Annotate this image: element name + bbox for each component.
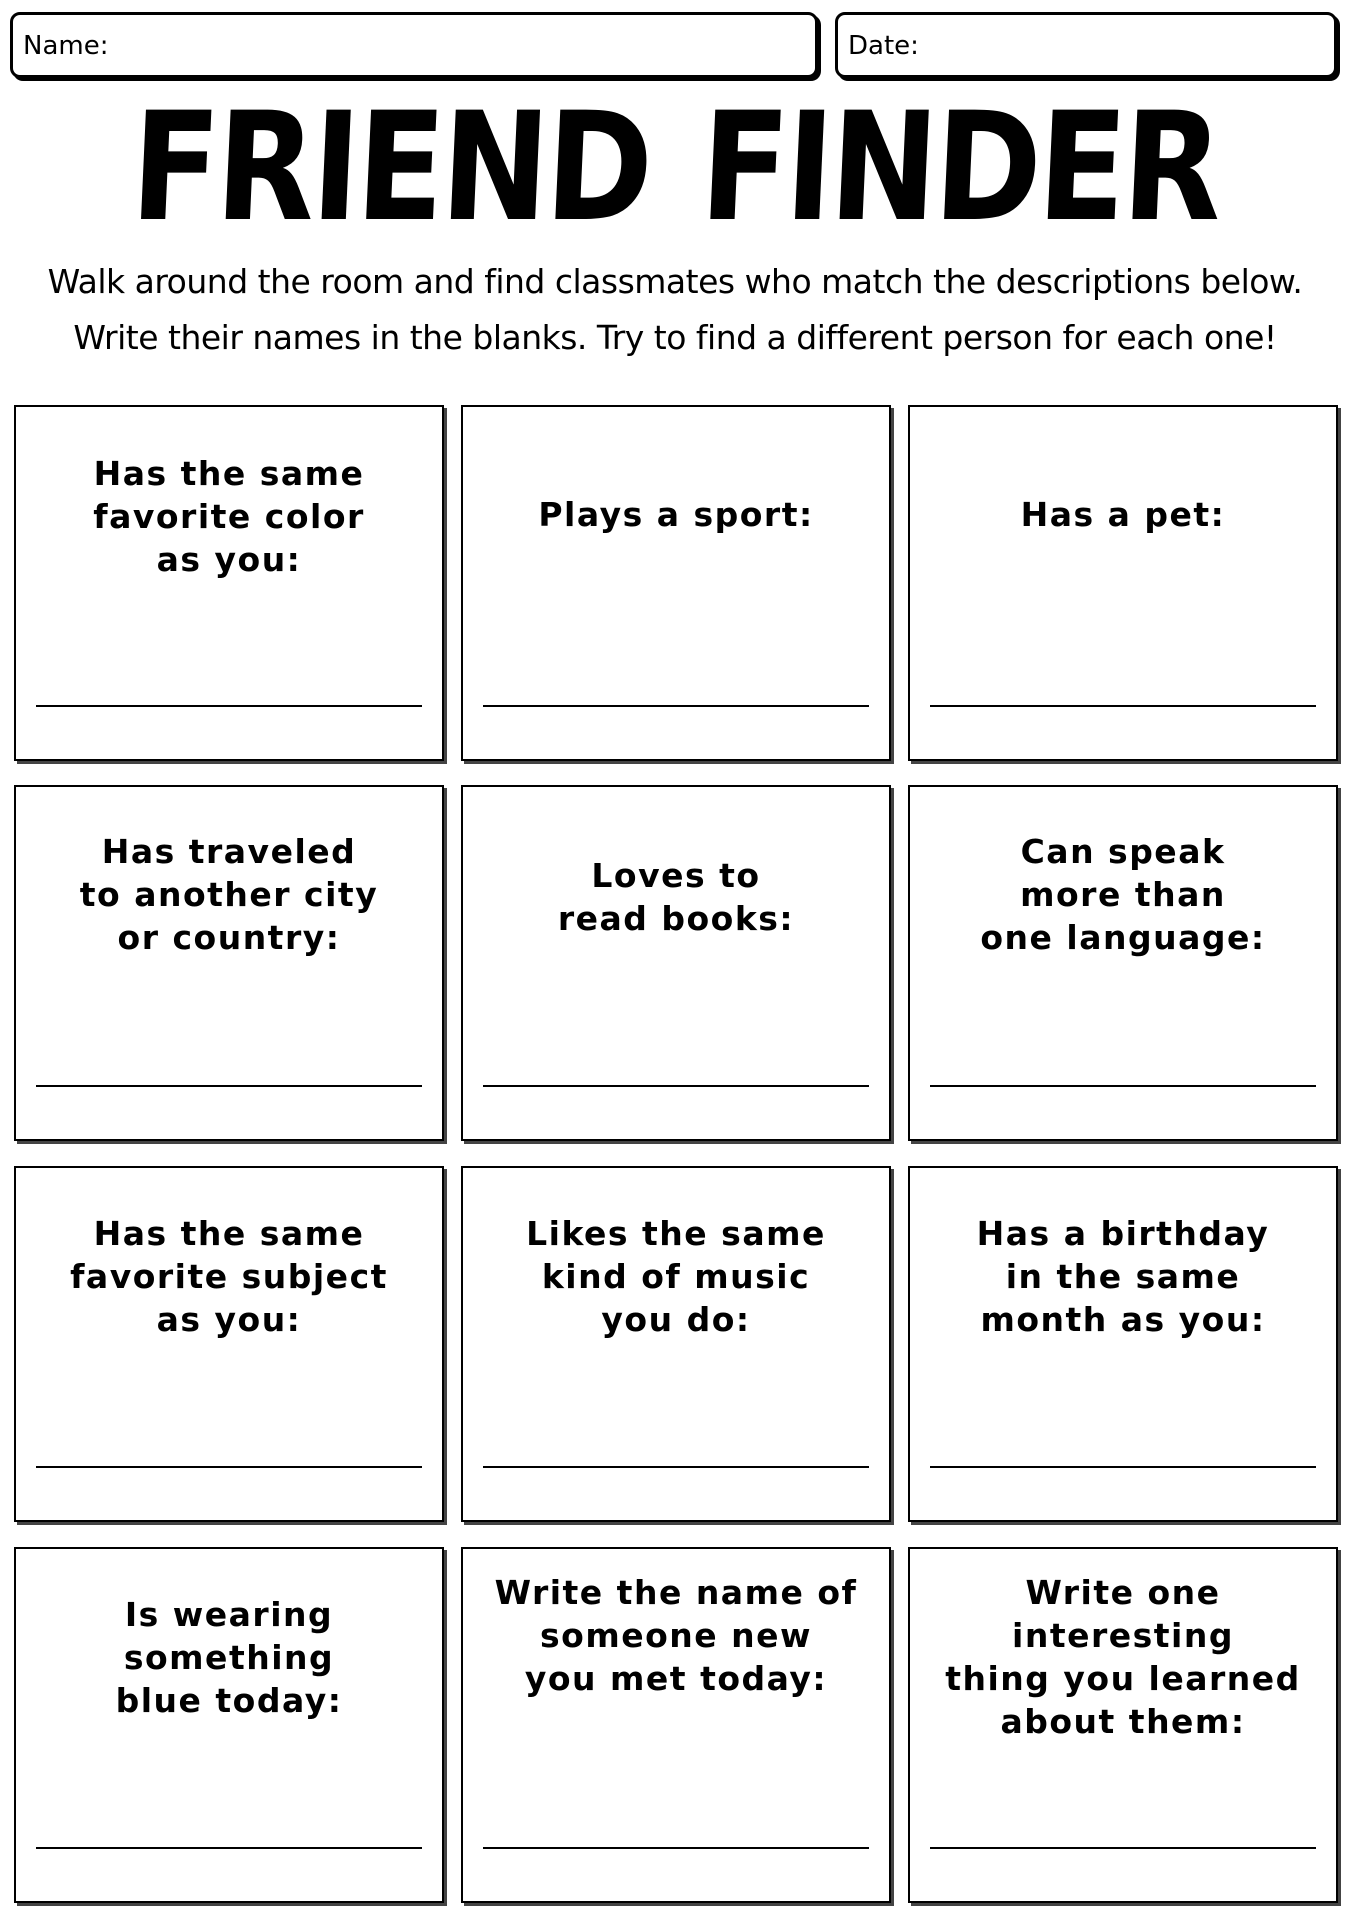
card-favorite-color: [14, 405, 444, 761]
card-someone-new: [461, 1547, 891, 1903]
answer-blank[interactable]: [36, 1085, 422, 1087]
name-field[interactable]: [10, 12, 818, 78]
card-favorite-subject: [14, 1166, 444, 1522]
answer-blank[interactable]: [483, 1847, 869, 1849]
answer-blank[interactable]: [930, 1466, 1316, 1468]
card-birthday: [908, 1166, 1338, 1522]
card-prompt: Has a birthday in the same month as you:: [976, 1214, 1270, 1339]
card-wearing-blue: [14, 1547, 444, 1903]
card-reads-books: [461, 785, 891, 1141]
answer-blank[interactable]: [930, 705, 1316, 707]
page-title: [95, 81, 1256, 255]
card-prompt: Plays a sport:: [538, 495, 814, 534]
card-prompt: Has the same favorite subject as you:: [70, 1214, 388, 1339]
answer-blank[interactable]: [483, 1466, 869, 1468]
answer-blank[interactable]: [483, 705, 869, 707]
name-input[interactable]: [103, 27, 803, 65]
answer-blank[interactable]: [930, 1085, 1316, 1087]
answer-blank[interactable]: [36, 1847, 422, 1849]
card-music: [461, 1166, 891, 1522]
card-has-pet: [908, 405, 1338, 761]
answer-blank[interactable]: [36, 1466, 422, 1468]
card-prompt: Has a pet:: [1020, 495, 1226, 534]
date-field[interactable]: [835, 12, 1337, 78]
card-prompt: Has traveled to another city or country:: [79, 832, 379, 957]
card-prompt: Can speak more than one language:: [980, 832, 1266, 957]
date-input[interactable]: [928, 27, 1322, 65]
card-interesting-thing: [908, 1547, 1338, 1903]
answer-blank[interactable]: [36, 705, 422, 707]
title-word-finder: FINDER: [696, 81, 1223, 255]
card-prompt: Write one interesting thing you learned about them:: [945, 1573, 1301, 1741]
answer-blank[interactable]: [930, 1847, 1316, 1849]
title-word-friend: FRIEND: [127, 81, 654, 255]
instructions-line-2: Write their names in the blanks. Try to find a different person for each one!: [73, 318, 1277, 357]
card-prompt: Likes the same kind of music you do:: [526, 1214, 826, 1339]
card-prompt: Loves to read books:: [557, 856, 795, 938]
answer-blank[interactable]: [483, 1085, 869, 1087]
card-languages: [908, 785, 1338, 1141]
card-traveled: [14, 785, 444, 1141]
card-prompt: Write the name of someone new you met today:: [494, 1573, 858, 1698]
name-label: Name:: [23, 31, 109, 61]
card-prompt: Is wearing something blue today:: [115, 1595, 343, 1720]
card-prompt: Has the same favorite color as you:: [93, 454, 365, 579]
card-plays-sport: [461, 405, 891, 761]
instructions-line-1: Walk around the room and find classmates who match the descriptions below.: [47, 262, 1303, 301]
date-label: Date:: [848, 31, 919, 61]
